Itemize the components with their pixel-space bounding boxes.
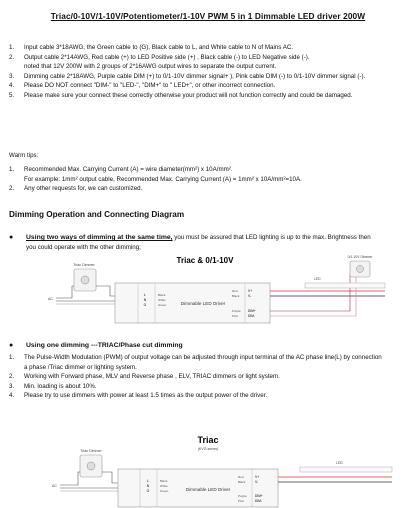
bullet-one-dimming: ● Using one dimming ---TRIAC/Phase cut dimming [9, 342, 183, 349]
svg-text:Purple: Purple [238, 494, 247, 498]
note-item: 3. Min. loading is about 10%. [9, 382, 97, 390]
note-extra: noted that 12V 200W with 2 groups of 2*16AWG output wires to separate the output current. [24, 63, 277, 71]
svg-text:Red: Red [238, 475, 244, 479]
diagram2-ac-label: AC [52, 484, 57, 488]
svg-text:Black: Black [238, 480, 246, 484]
document-title: Triac/0-10V/1-10V/Potentiometer/1-10V PWM 5 in 1 Dimmable LED driver 200W [50, 11, 366, 21]
diagram2-title: Triac [197, 435, 219, 445]
tip-item: 2. Any other requests for, we can customized. [9, 185, 143, 193]
svg-text:Green: Green [160, 489, 169, 493]
svg-text:Black: Black [160, 479, 168, 483]
svg-text:G: G [146, 489, 150, 493]
diagram2-subtitle: (KVG series) [197, 447, 219, 451]
svg-text:Pink: Pink [238, 499, 244, 503]
svg-text:DIM-: DIM- [255, 499, 262, 503]
svg-text:Red: Red [232, 289, 238, 293]
section-heading: Dimming Operation and Connecting Diagram [9, 210, 185, 219]
diagram1-triac-label: Triac Dimmer [73, 263, 95, 267]
svg-text:Black: Black [158, 293, 166, 297]
svg-text:V-: V- [255, 480, 259, 484]
diagram2-triac-label: Triac Dimmer [80, 449, 102, 453]
svg-text:V+: V+ [248, 289, 253, 293]
diagram1-driver-label: Dimmable LED Driver [180, 301, 226, 306]
bullet-two-way-dimming: ● Using two ways of dimming at the same time, you must be assured that LED lighting is up to the max. Brightness then you could operate with the other dimming; [9, 234, 371, 251]
svg-text:Purple: Purple [232, 309, 241, 313]
svg-text:DIM-: DIM- [248, 314, 255, 318]
led-strip-icon [305, 283, 385, 288]
led-strip-icon [300, 467, 392, 472]
svg-text:G: G [143, 303, 147, 307]
note-item: 1. The Pulse-Width Modulation (PWM) of output voltage can be adjusted through input terminal of the AC phase line(L) by connection [9, 354, 382, 361]
warm-tips-list [9, 165, 409, 194]
diagram1-ac-label: AC [48, 297, 53, 301]
svg-text:DIM+: DIM+ [248, 309, 256, 313]
svg-text:L: L [147, 479, 149, 483]
tip-item: 1. Recommended Max. Carrying Current (A) = wire diameter(mm²) x 10A/mm². [9, 166, 233, 173]
diagram1-title: Triac & 0/1-10V [176, 256, 234, 265]
triac-notes [9, 353, 409, 401]
wiring-diagram-triac-0-10v [0, 252, 416, 330]
note-item: 1. Input cable 3*18AWG, the Green cable to (G), Black cable to L, and White cable to N of Mains AC. [9, 44, 294, 51]
diagram2-driver-label: Dimmable LED Driver [185, 487, 231, 492]
diagram2-led-label: LED [336, 461, 343, 465]
wiring-notes [9, 43, 409, 101]
svg-text:V+: V+ [255, 475, 260, 479]
warm-tips-heading: Warm tips: [9, 152, 39, 159]
svg-text:Black: Black [232, 294, 240, 298]
wiring-diagram-triac [0, 430, 416, 508]
svg-text:N: N [143, 298, 147, 302]
diagram1-led-label: LED [314, 277, 321, 281]
svg-text:DIM+: DIM+ [255, 494, 263, 498]
dimmer-knob-icon [81, 276, 89, 284]
svg-text:V-: V- [248, 294, 252, 298]
svg-text:Pink: Pink [232, 314, 238, 318]
diagram1-dimmer-label: 0/1-10V Dimmer [347, 255, 373, 259]
svg-text:N: N [146, 484, 150, 488]
note-item: 2. Working with Forward phase, MLV and Reverse phase , ELV, TRIAC dimmers or light system. [9, 373, 280, 381]
bullet-dot-icon: ● [9, 342, 14, 349]
note-item: 4. Please DO NOT connect "DIM-" to "LED-", "DIM+" to " LED+", or other incorrect connection. [9, 82, 276, 90]
note-item: 5. Please make sure your connect these correctly otherwise your product will not function correctly and could be damaged. [9, 91, 353, 99]
tip-extra: For example: 1mm² output cable, Recommended Max. Carrying Current (A) = 1mm² x 10A/mm²=10A. [24, 175, 302, 183]
note-item: 4. Please try to use dimmers with power at least 1.5 times as the output power of the driver. [9, 392, 268, 400]
svg-text:White: White [158, 298, 166, 302]
note-extra: a phase /Triac dimmer or lighting system. [24, 363, 137, 371]
svg-text:Green: Green [158, 303, 167, 307]
svg-text:White: White [160, 484, 168, 488]
bullet-dot-icon: ● [9, 234, 14, 241]
note-item: 3. Dimming cable 2*18AWG, Purple cable DIM (+) to 0/1-10V dimmer signal+ ), Pink cable DIM (-) to 0/1-10V dimmer signal (-). [9, 72, 366, 80]
dimmer-knob-icon [87, 462, 95, 470]
note-item: 2. Output cable 2*14AWG, Red cable (+) to LED Positive side (+) , Black cable (-) to LED Negative side (-). [9, 53, 310, 61]
svg-text:L: L [144, 293, 146, 297]
